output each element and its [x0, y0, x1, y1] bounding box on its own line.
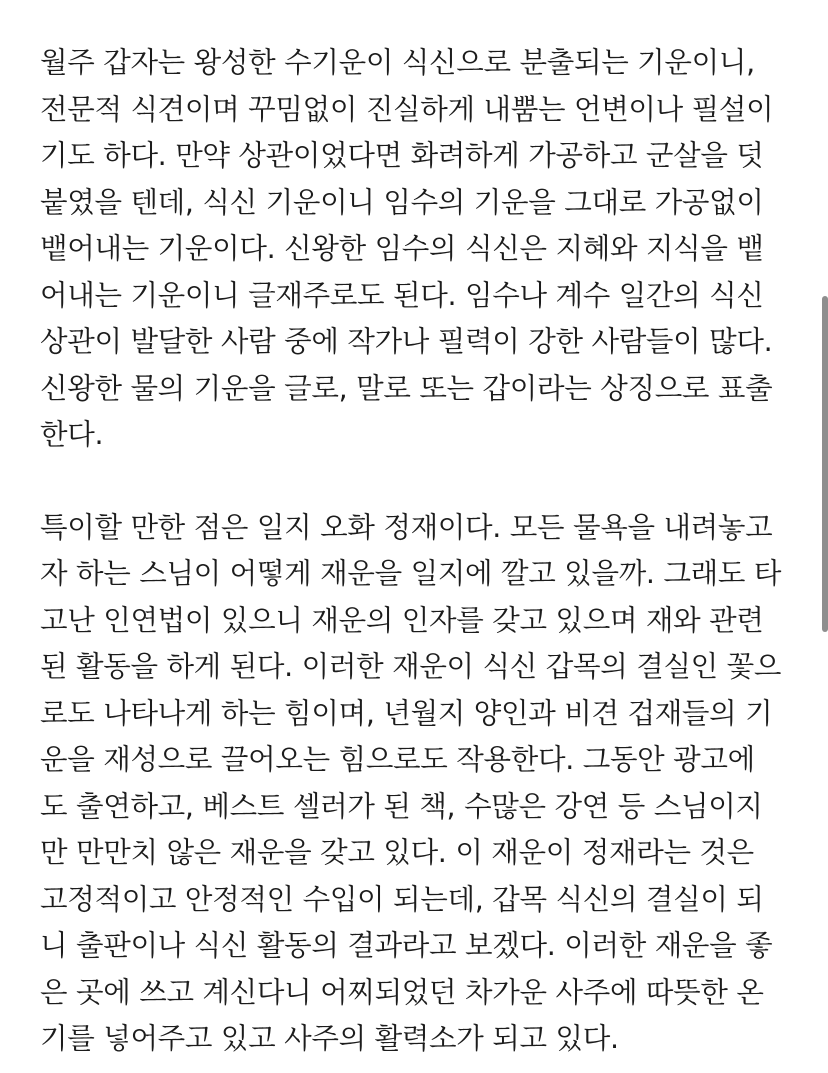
text-line: 된 활동을 하게 된다. 이러한 재운이 식신 갑목의 결실인 꽃으 [40, 650, 782, 683]
text-line: 월주 갑자는 왕성한 수기운이 식신으로 분출되는 기운이니, [40, 46, 755, 79]
article-body [40, 40, 800, 1063]
text-line: 붙였을 텐데, 식신 기운이니 임수의 기운을 그대로 가공없이 [40, 185, 764, 219]
text-line: 상관이 발달한 사람 중에 작가나 필력이 강한 사람들이 많다. [40, 325, 773, 358]
text-line: 기도 하다. 만약 상관이었다면 화려하게 가공하고 군살을 덧 [40, 139, 764, 172]
text-line: 로도 나타나게 하는 힘이며, 년월지 양인과 비견 겁재들의 기 [40, 696, 773, 730]
text-line: 도 출연하고, 베스트 셀러가 된 책, 수많은 강연 등 스님이지 [40, 789, 763, 823]
text-line: 기를 넣어주고 있고 사주의 활력소가 되고 있다. [40, 1022, 619, 1055]
text-line: 전문적 식견이며 꾸밈없이 진실하게 내뿜는 언변이나 필설이 [40, 92, 774, 126]
text-line: 운을 재성으로 끌어오는 힘으로도 작용한다. 그동안 광고에 [40, 743, 755, 776]
text-line: 자 하는 스님이 어떻게 재운을 일지에 깔고 있을까. 그래도 타 [40, 557, 782, 590]
text-line: 니 출판이나 식신 활동의 결과라고 보겠다. 이러한 재운을 좋 [40, 929, 773, 962]
text-line: 뱉어내는 기운이다. 신왕한 임수의 식신은 지혜와 지식을 뱉 [40, 232, 764, 265]
text-line: 만 만만치 않은 재운을 갖고 있다. 이 재운이 정재라는 것은 [40, 836, 754, 869]
scrollbar-thumb[interactable] [822, 296, 828, 632]
paragraph [40, 40, 800, 459]
text-line: 고난 인연법이 있으니 재운의 인자를 갖고 있으며 재와 관련 [40, 603, 764, 637]
text-line: 한다. [40, 418, 104, 451]
text-line: 신왕한 물의 기운을 글로, 말로 또는 갑이라는 상징으로 표출 [40, 371, 773, 405]
paragraph [40, 505, 800, 1063]
text-line: 어내는 기운이니 글재주로도 된다. 임수나 계수 일간의 식신 [40, 278, 764, 312]
text-line: 고정적이고 안정적인 수입이 되는데, 갑목 식신의 결실이 되 [40, 882, 764, 916]
text-line: 특이할 만한 점은 일지 오화 정재이다. 모든 물욕을 내려놓고 [40, 510, 773, 544]
text-line: 은 곳에 쓰고 계신다니 어찌되었던 차가운 사주에 따뜻한 온 [40, 975, 764, 1009]
